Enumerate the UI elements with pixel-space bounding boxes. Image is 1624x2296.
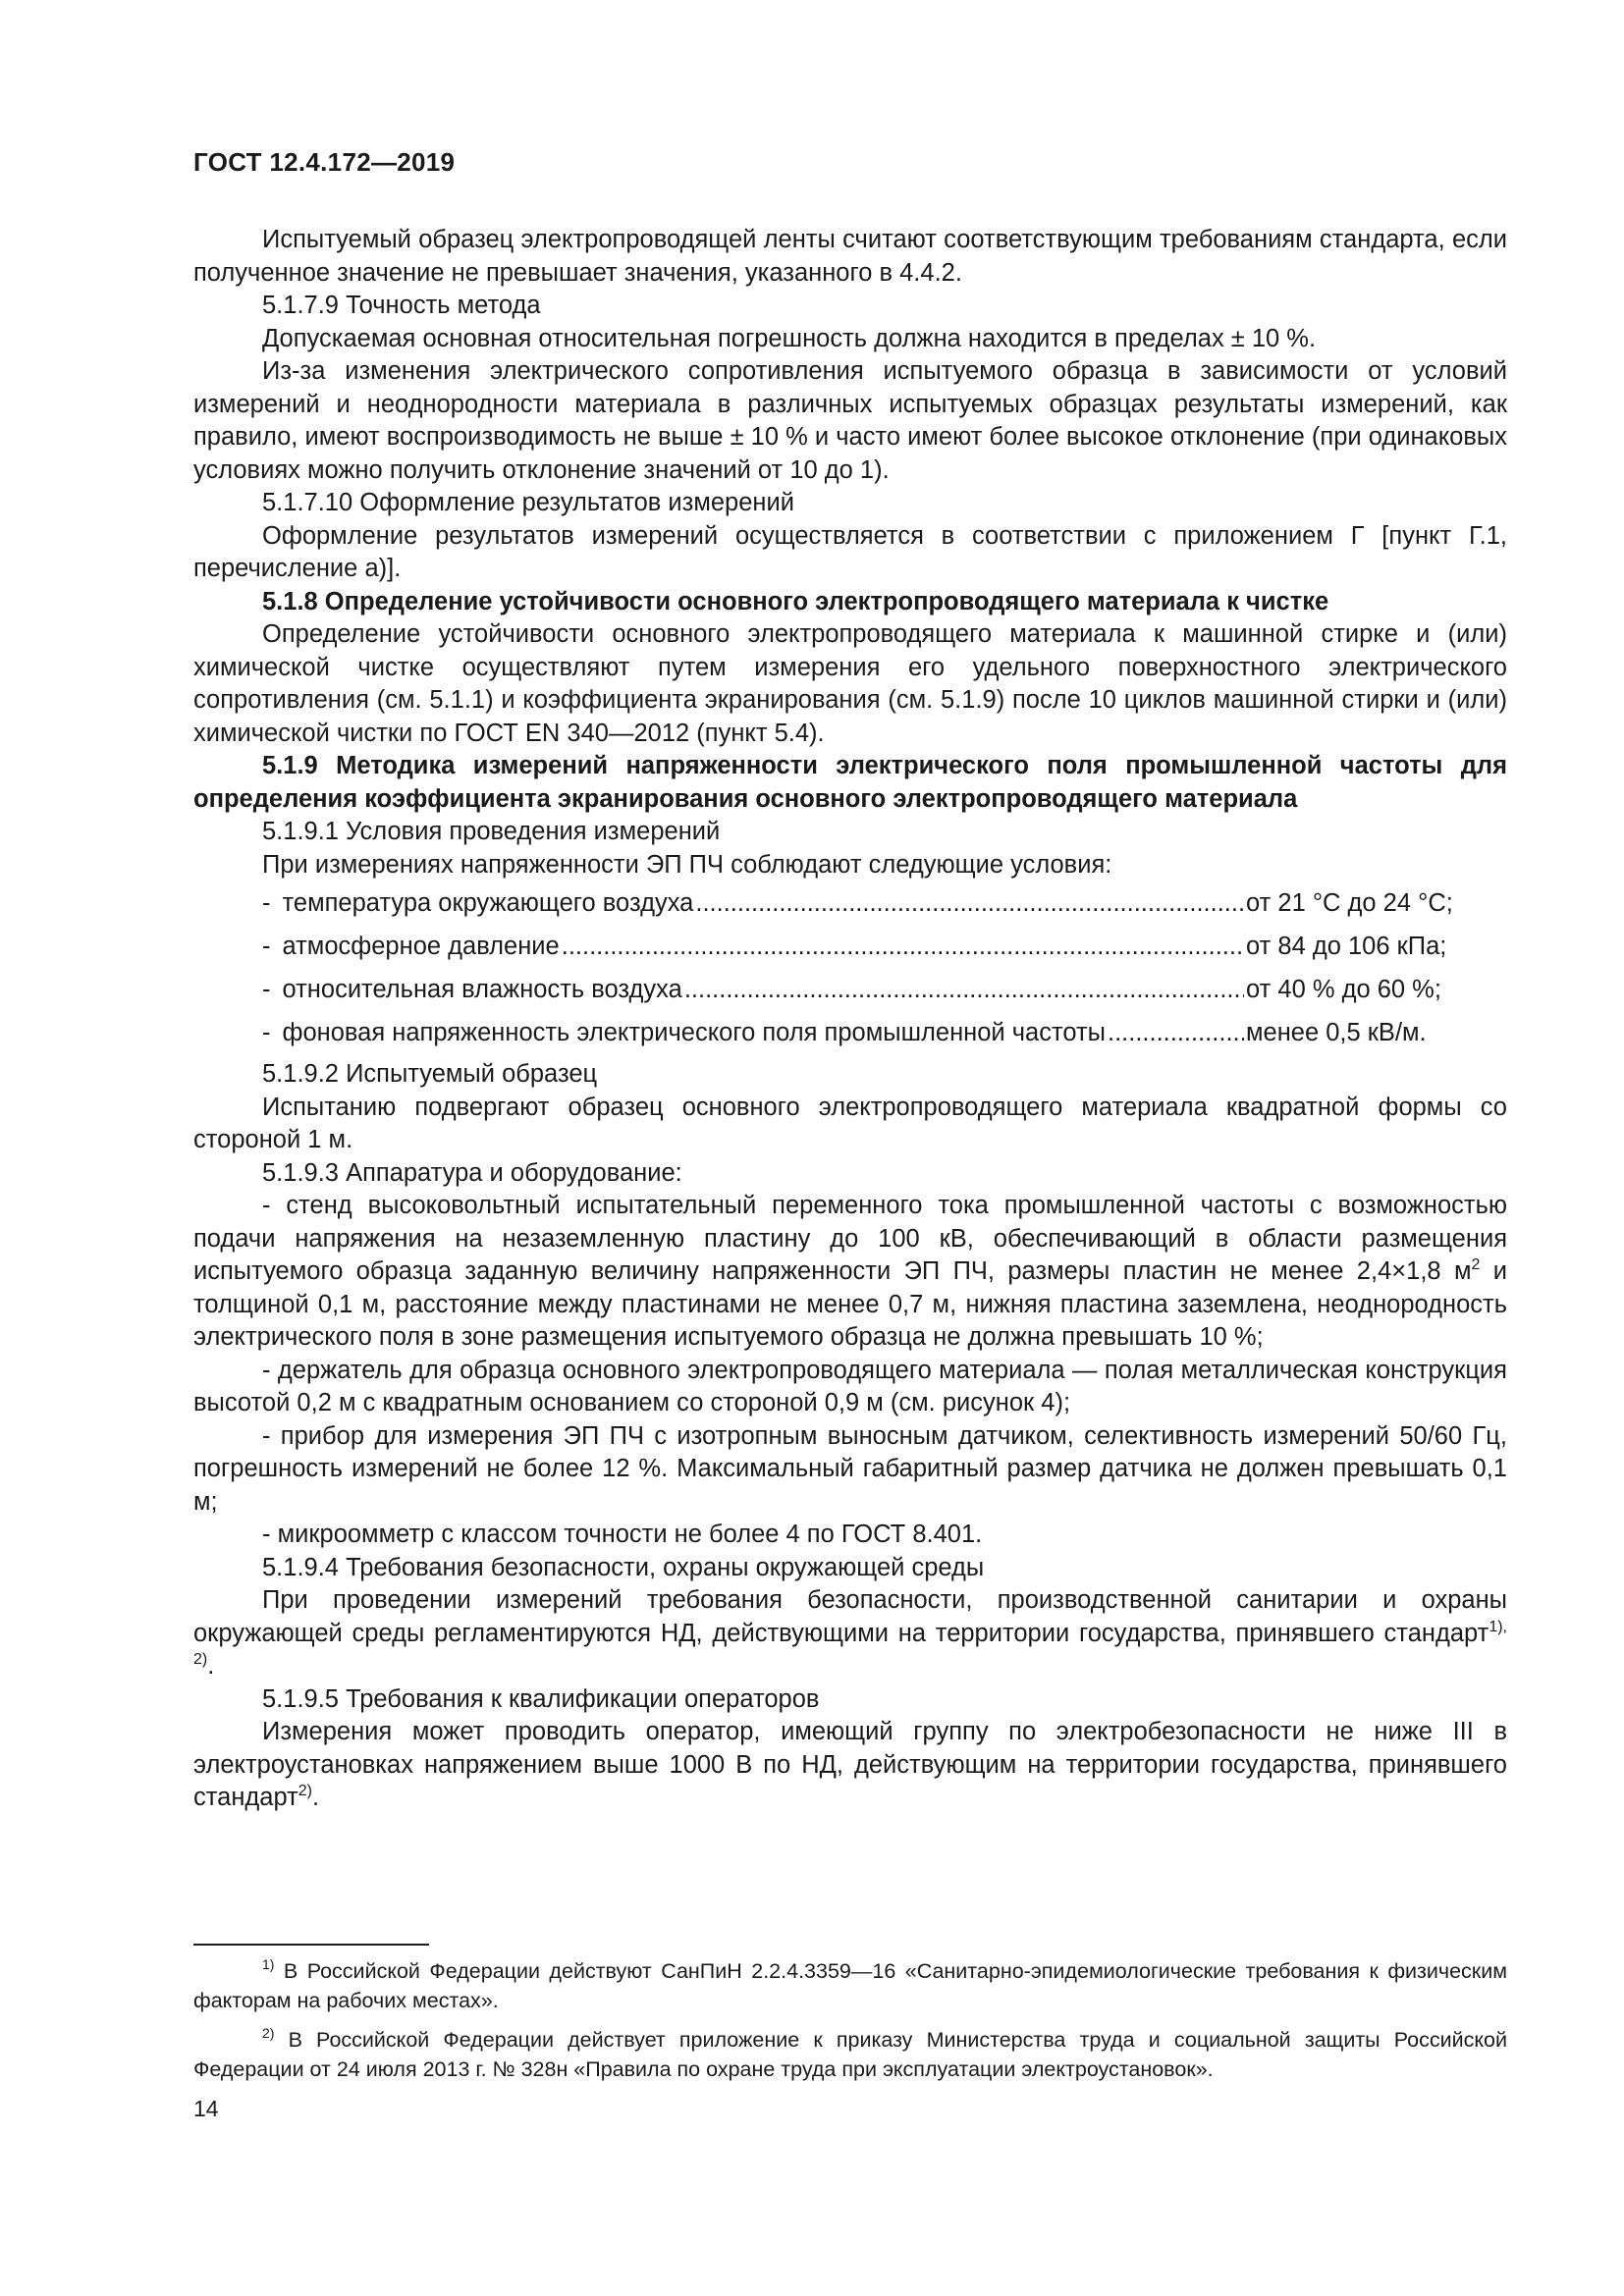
condition-value: от 40 % до 60 %; [1246,976,1441,1003]
section-heading-bold: 5.1.8 Определение устойчивости основного электропроводящего материала к чистке [262,587,1329,615]
paragraph: - прибор для измерения ЭП ПЧ с изотропным выносным датчиком, селективность измерений 50/60 Гц, погрешность измерений не более 12 %. Максимальный габаритный размер датчика не должен превышать 0,1 м; [193,1421,1507,1516]
footnote-ref: 2) [298,1783,313,1799]
condition-label: относительная влажность воздуха [282,976,682,1003]
section-heading: 5.1.9.3 Аппаратура и оборудование: [262,1158,682,1187]
paragraph: - микроомметр с классом точности не более 4 по ГОСТ 8.401. [262,1521,983,1548]
condition-label: атмосферное давление [282,933,560,960]
footnotes [193,1956,1507,2094]
list-dash: - [262,889,271,917]
paragraph: Допускаемая основная относительная погрешность должна находится в пределах ± 10 %. [262,324,1317,352]
paragraph: - держатель для образца основного электропроводящего материала — полая металлическая конструкция высотой 0,2 м с квадратным основанием со стороной 0,9 м (см. рисунок 4); [193,1356,1507,1416]
document-body [193,224,1507,1815]
footnote-text: В Российской Федерации действует приложение к приказу Министерства труда и социальной защиты Российской Федерации от 24 июля 2013 г. № 328н «Правила по охране труда при эксплуатации электроустановок». [193,2028,1507,2081]
superscript: 2 [1471,1256,1481,1273]
paragraph: При измерениях напряженности ЭП ПЧ соблюдают следующие условия: [262,850,1112,879]
footnote-mark: 2) [262,2025,275,2041]
paragraph-equipment-stand [193,1190,1507,1355]
condition-item [262,1015,1470,1050]
footnote-separator [193,1944,429,1946]
footnote [193,1956,1507,2015]
paragraph-operators [193,1716,1507,1815]
page-number: 14 [193,2096,219,2121]
footnote [193,2025,1507,2084]
condition-item [262,929,1470,964]
text-run: . [207,1652,215,1680]
text-run: и толщиной 0,1 м, расстояние между пластинами не менее 0,7 м, нижняя пластина заземлена, неоднородность электрического поля в зоне размещения испытуемого образца не должна превышать 10 %; [193,1257,1507,1351]
leader-dots [1108,1015,1244,1050]
list-dash: - [262,976,271,1003]
footnote-ref: 1), 2) [193,1618,1507,1668]
leader-dots [562,929,1244,964]
section-heading: 5.1.7.10 Оформление результатов измерений [262,489,794,516]
paragraph: Оформление результатов измерений осуществляется в соответствии с приложением Г [пункт Г.1, перечисление а)]. [193,521,1507,582]
paragraph: Из-за изменения электрического сопротивления испытуемого образца в зависимости от условий измерений и неоднородности материала в различных испытуемых образцах результаты измерений, как правило, имеют воспроизводимость не выше ± 10 % и часто имеют более высокое отклонение (при одинаковых условиях можно получить отклонение значений от 10 до 1). [193,357,1507,484]
condition-label: фоновая напряженность электрического поля промышленной частоты [282,1019,1106,1046]
text-run: . [312,1784,320,1811]
condition-value: менее 0,5 кВ/м. [1246,1019,1427,1046]
text-run: - стенд высоковольтный испытательный переменного тока промышленной частоты с возможностью подачи напряжения на незаземленную пластину до 100 кВ, обеспечивающий в области размещения испытуемого образца заданную величину напряженности ЭП ПЧ, размеры пластин не менее 2,4×1,8 м [193,1192,1507,1285]
footnote-text: В Российской Федерации действуют СанПиН 2.2.4.3359—16 «Санитарно-эпидемиологические требования к физическим факторам на рабочих местах». [193,1959,1507,2012]
section-heading-bold: 5.1.9 Методика измерений напряженности электрического поля промышленной частоты для определения коэффициента экранирования основного электропроводящего материала [193,752,1507,813]
condition-label: температура окружающего воздуха [282,889,694,917]
leader-dots [695,885,1244,921]
condition-value: от 21 °С до 24 °С; [1246,889,1453,917]
paragraph-safety [193,1584,1507,1683]
section-heading: 5.1.9.2 Испытуемый образец [262,1060,598,1088]
document-header: ГОСТ 12.4.172—2019 [193,147,456,177]
paragraph: Испытуемый образец электропроводящей ленты считают соответствующим требованиям стандарта, если полученное значение не превышает значения, указанного в 4.4.2. [193,226,1507,287]
footnote-mark: 1) [262,1956,275,1972]
section-heading: 5.1.9.5 Требования к квалификации операторов [262,1684,820,1713]
condition-value: от 84 до 106 кПа; [1246,933,1447,960]
list-dash: - [262,1019,271,1046]
condition-item [262,885,1470,921]
section-heading: 5.1.9.4 Требования безопасности, охраны окружающей среды [262,1553,985,1581]
list-dash: - [262,933,271,960]
leader-dots [684,972,1244,1007]
conditions-list [193,885,1507,1050]
paragraph: Определение устойчивости основного электропроводящего материала к машинной стирке и (или) химической чистке осуществляют путем измерения его удельного поверхностного электрического сопротивления (см. 5.1.1) и коэффициента экранирования (см. 5.1.9) после 10 циклов машинной стирки и (или) химической чистки по ГОСТ EN 340—2012 (пункт 5.4). [193,620,1507,747]
section-heading: 5.1.7.9 Точность метода [262,292,541,319]
paragraph: Испытанию подвергают образец основного электропроводящего материала квадратной формы со стороной 1 м. [193,1093,1507,1153]
text-run: При проведении измерений требования безопасности, производственной санитарии и охраны окружающей среды регламентируются НД, действующими на территории государства, принявшего стандарт [193,1586,1507,1647]
text-run: Измерения может проводить оператор, имеющий группу по электробезопасности не ниже III в электроустановках напряжением выше 1000 В по НД, действующим на территории государства, принявшего стандарт [193,1718,1507,1811]
condition-item [262,972,1470,1007]
section-heading: 5.1.9.1 Условия проведения измерений [262,818,721,845]
